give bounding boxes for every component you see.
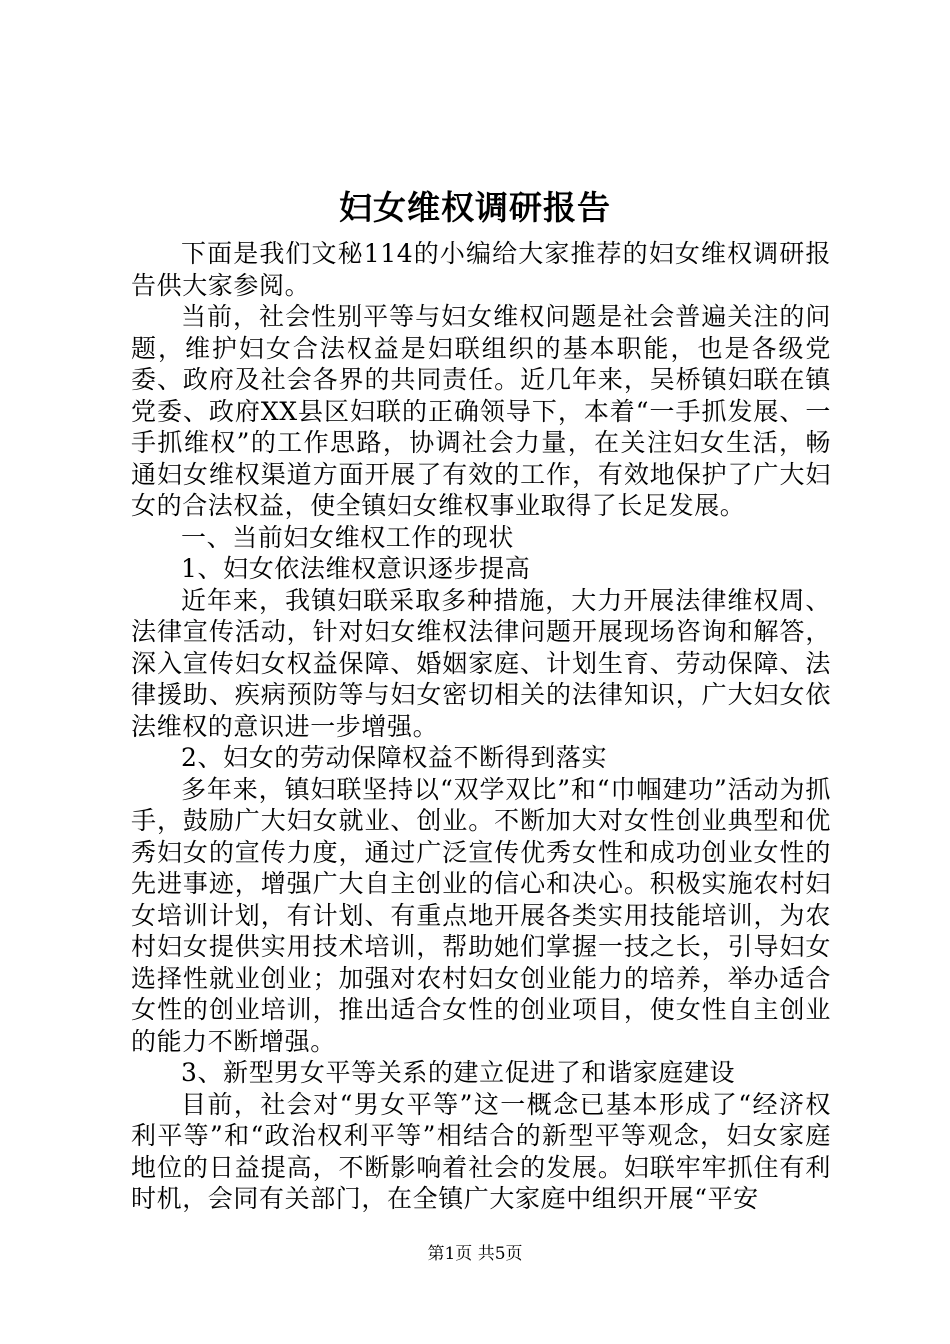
document-title: 妇女维权调研报告 [339,188,611,227]
paragraph-legal-awareness: 近年来，我镇妇联采取多种措施，大力开展法律维权周、法律宣传活动，针对妇女维权法律问题开展现场咨询和解答，深入宣传妇女权益保障、婚姻家庭、计划生育、劳动保障、法律援助、疾病预防等与妇女密切相关的法律知识，广大妇女依法维权的意识进一步增强。 [131,585,831,741]
subheading-labor-rights: 2、妇女的劳动保障权益不断得到落实 [181,743,608,772]
page-footer: 第1页 共5页 [427,1244,523,1264]
paragraph-equality: 目前，社会对“男女平等”这一概念已基本形成了“经济权利平等”和“政治权利平等”相结合的新型平等观念，妇女家庭地位的日益提高，不断影响着社会的发展。妇联牢牢抓住有利时机，会同有关部门，在全镇广大家庭中组织开展“平安 [131,1089,831,1213]
document-body [131,238,831,1215]
paragraph-labor-rights: 多年来，镇妇联坚持以“双学双比”和“巾帼建功”活动为抓手，鼓励广大妇女就业、创业。不断加大对女性创业典型和优秀妇女的宣传力度，通过广泛宣传优秀女性和成功创业女性的先进事迹，增强广大自主创业的信心和决心。积极实施农村妇女培训计划，有计划、有重点地开展各类实用技能培训，为农村妇女提供实用技术培训，帮助她们掌握一技之长，引导妇女选择性就业创业；加强对农村妇女创业能力的培养，举办适合女性的创业培训，推出适合女性的创业项目，使女性自主创业的能力不断增强。 [131,774,831,1056]
section-heading-status: 一、当前妇女维权工作的现状 [181,522,514,552]
subheading-legal-awareness: 1、妇女依法维权意识逐步提高 [181,554,531,583]
paragraph-background: 当前，社会性别平等与妇女维权问题是社会普遍关注的问题，维护妇女合法权益是妇联组织的基本职能，也是各级党委、政府及社会各界的共同责任。近几年来，吴桥镇妇联在镇党委、政府XX县区妇联的正确领导下，本着“一手抓发展、一手抓维权”的工作思路，协调社会力量，在关注妇女生活，畅通妇女维权渠道方面开展了有效的工作，有效地保护了广大妇女的合法权益，使全镇妇女维权事业取得了长足发展。 [131,302,831,520]
subheading-equality: 3、新型男女平等关系的建立促进了和谐家庭建设 [181,1058,736,1087]
paragraph-intro: 下面是我们文秘114的小编给大家推荐的妇女维权调研报告供大家参阅。 [131,239,831,300]
